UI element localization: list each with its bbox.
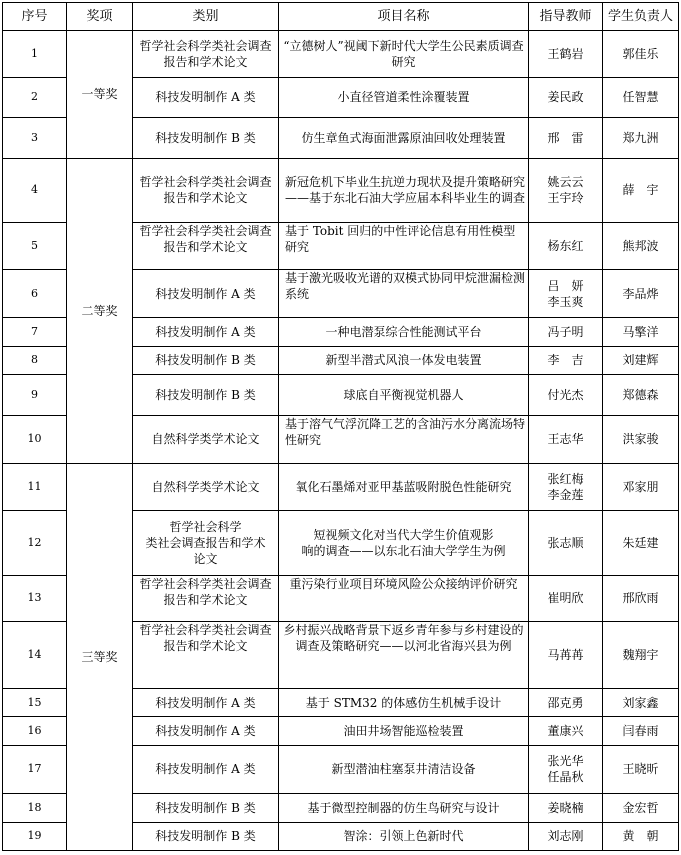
row-project: 新型潜油柱塞泵井清洁设备 [279, 745, 529, 794]
row-no: 14 [3, 622, 67, 689]
row-project: 油田井场智能巡检装置 [279, 717, 529, 745]
row-category: 科技发明制作 B 类 [133, 346, 279, 374]
row-student: 邓家朋 [603, 464, 679, 511]
header-student: 学生负责人 [603, 3, 679, 31]
row-no: 2 [3, 77, 67, 117]
row-teacher: 张志顺 [529, 510, 603, 575]
row-teacher: 付光杰 [529, 375, 603, 415]
table-row [3, 158, 679, 223]
row-student: 洪家骏 [603, 415, 679, 464]
row-no: 18 [3, 794, 67, 822]
row-project: 基于激光吸收光谱的双模式协同甲烷泄漏检测系统 [279, 269, 529, 318]
row-student: 魏翔宇 [603, 622, 679, 689]
row-category: 哲学社会科学类社会调查报告和学术论文 [133, 158, 279, 223]
row-no: 15 [3, 688, 67, 716]
row-category: 科技发明制作 B 类 [133, 822, 279, 850]
row-student: 薛 宇 [603, 158, 679, 223]
row-category: 自然科学类学术论文 [133, 464, 279, 511]
header-row [3, 3, 679, 31]
row-project: 基于 Tobit 回归的中性评论信息有用性模型研究 [279, 223, 529, 270]
row-teacher: 王鹤岩 [529, 31, 603, 78]
row-project: 球底自平衡视觉机器人 [279, 375, 529, 415]
header-teacher: 指导教师 [529, 3, 603, 31]
header-no: 序号 [3, 3, 67, 31]
row-teacher: 姚云云 王宇玲 [529, 158, 603, 223]
row-no: 11 [3, 464, 67, 511]
row-project: 智涂：引领上色新时代 [279, 822, 529, 850]
row-category: 哲学社会科学 类社会调查报告和学术 论文 [133, 510, 279, 575]
row-student: 郑九洲 [603, 118, 679, 158]
row-teacher: 邢 雷 [529, 118, 603, 158]
table-row [3, 464, 679, 511]
row-project: 仿生章鱼式海面泄露原油回收处理装置 [279, 118, 529, 158]
header-project: 项目名称 [279, 3, 529, 31]
row-teacher: 崔明欣 [529, 575, 603, 622]
awards-table [2, 2, 679, 851]
row-no: 8 [3, 346, 67, 374]
header-award: 奖项 [67, 3, 133, 31]
row-student: 郭佳乐 [603, 31, 679, 78]
row-category: 科技发明制作 A 类 [133, 717, 279, 745]
row-category: 科技发明制作 A 类 [133, 77, 279, 117]
row-project: 新型半潜式风浪一体发电装置 [279, 346, 529, 374]
row-no: 6 [3, 269, 67, 318]
row-no: 3 [3, 118, 67, 158]
row-student: 郑德森 [603, 375, 679, 415]
row-category: 哲学社会科学类社会调查报告和学术论文 [133, 575, 279, 622]
row-student: 黄 朝 [603, 822, 679, 850]
row-category: 科技发明制作 A 类 [133, 688, 279, 716]
row-project: 基于 STM32 的体感仿生机械手设计 [279, 688, 529, 716]
row-category: 科技发明制作 B 类 [133, 375, 279, 415]
row-teacher: 李 吉 [529, 346, 603, 374]
row-no: 12 [3, 510, 67, 575]
row-no: 5 [3, 223, 67, 270]
row-student: 刘建辉 [603, 346, 679, 374]
table-row [3, 31, 679, 78]
row-teacher: 吕 妍 李玉爽 [529, 269, 603, 318]
row-category: 自然科学类学术论文 [133, 415, 279, 464]
row-no: 4 [3, 158, 67, 223]
row-project: 基于溶气气浮沉降工艺的含油污水分离流场特性研究 [279, 415, 529, 464]
row-project: 新冠危机下毕业生抗逆力现状及提升策略研究——基于东北石油大学应届本科毕业生的调查 [279, 158, 529, 223]
row-no: 10 [3, 415, 67, 464]
row-project: 短视频文化对当代大学生价值观影 响的调查——以东北石油大学学生为例 [279, 510, 529, 575]
row-project: 基于微型控制器的仿生鸟研究与设计 [279, 794, 529, 822]
row-teacher: 王志华 [529, 415, 603, 464]
award-first: 一等奖 [67, 31, 133, 159]
row-teacher: 张红梅 李金莲 [529, 464, 603, 511]
row-no: 19 [3, 822, 67, 850]
row-category: 科技发明制作 A 类 [133, 269, 279, 318]
row-teacher: 张光华 任晶秋 [529, 745, 603, 794]
row-category: 科技发明制作 A 类 [133, 318, 279, 346]
row-student: 任智慧 [603, 77, 679, 117]
row-project: 氧化石墨烯对亚甲基蓝吸附脱色性能研究 [279, 464, 529, 511]
row-category: 科技发明制作 A 类 [133, 745, 279, 794]
row-teacher: 董康兴 [529, 717, 603, 745]
row-no: 17 [3, 745, 67, 794]
row-teacher: 刘志刚 [529, 822, 603, 850]
row-student: 马擎洋 [603, 318, 679, 346]
row-project: 一种电潜泵综合性能测试平台 [279, 318, 529, 346]
row-teacher: 邵克勇 [529, 688, 603, 716]
row-category: 科技发明制作 B 类 [133, 794, 279, 822]
row-student: 刘家鑫 [603, 688, 679, 716]
row-no: 13 [3, 575, 67, 622]
header-category: 类别 [133, 3, 279, 31]
row-student: 熊邦波 [603, 223, 679, 270]
row-project: 重污染行业项目环境风险公众接纳评价研究 [279, 575, 529, 622]
row-student: 李品烨 [603, 269, 679, 318]
award-third: 三等奖 [67, 464, 133, 851]
row-student: 朱廷建 [603, 510, 679, 575]
row-student: 王晓昕 [603, 745, 679, 794]
row-student: 邢欣雨 [603, 575, 679, 622]
row-teacher: 马苒苒 [529, 622, 603, 689]
row-category: 科技发明制作 B 类 [133, 118, 279, 158]
row-teacher: 杨东红 [529, 223, 603, 270]
row-no: 1 [3, 31, 67, 78]
award-second: 二等奖 [67, 158, 133, 464]
row-no: 9 [3, 375, 67, 415]
row-category: 哲学社会科学类社会调查报告和学术论文 [133, 31, 279, 78]
row-student: 闫春雨 [603, 717, 679, 745]
row-teacher: 冯子明 [529, 318, 603, 346]
row-student: 金宏哲 [603, 794, 679, 822]
row-category: 哲学社会科学类社会调查报告和学术论文 [133, 622, 279, 689]
row-project: 小直径管道柔性涂覆装置 [279, 77, 529, 117]
row-project: “立德树人”视阈下新时代大学生公民素质调查研究 [279, 31, 529, 78]
row-no: 16 [3, 717, 67, 745]
row-no: 7 [3, 318, 67, 346]
row-project: 乡村振兴战略背景下返乡青年参与乡村建设的调查及策略研究——以河北省海兴县为例 [279, 622, 529, 689]
row-teacher: 姜民政 [529, 77, 603, 117]
row-category: 哲学社会科学类社会调查报告和学术论文 [133, 223, 279, 270]
row-teacher: 姜晓楠 [529, 794, 603, 822]
